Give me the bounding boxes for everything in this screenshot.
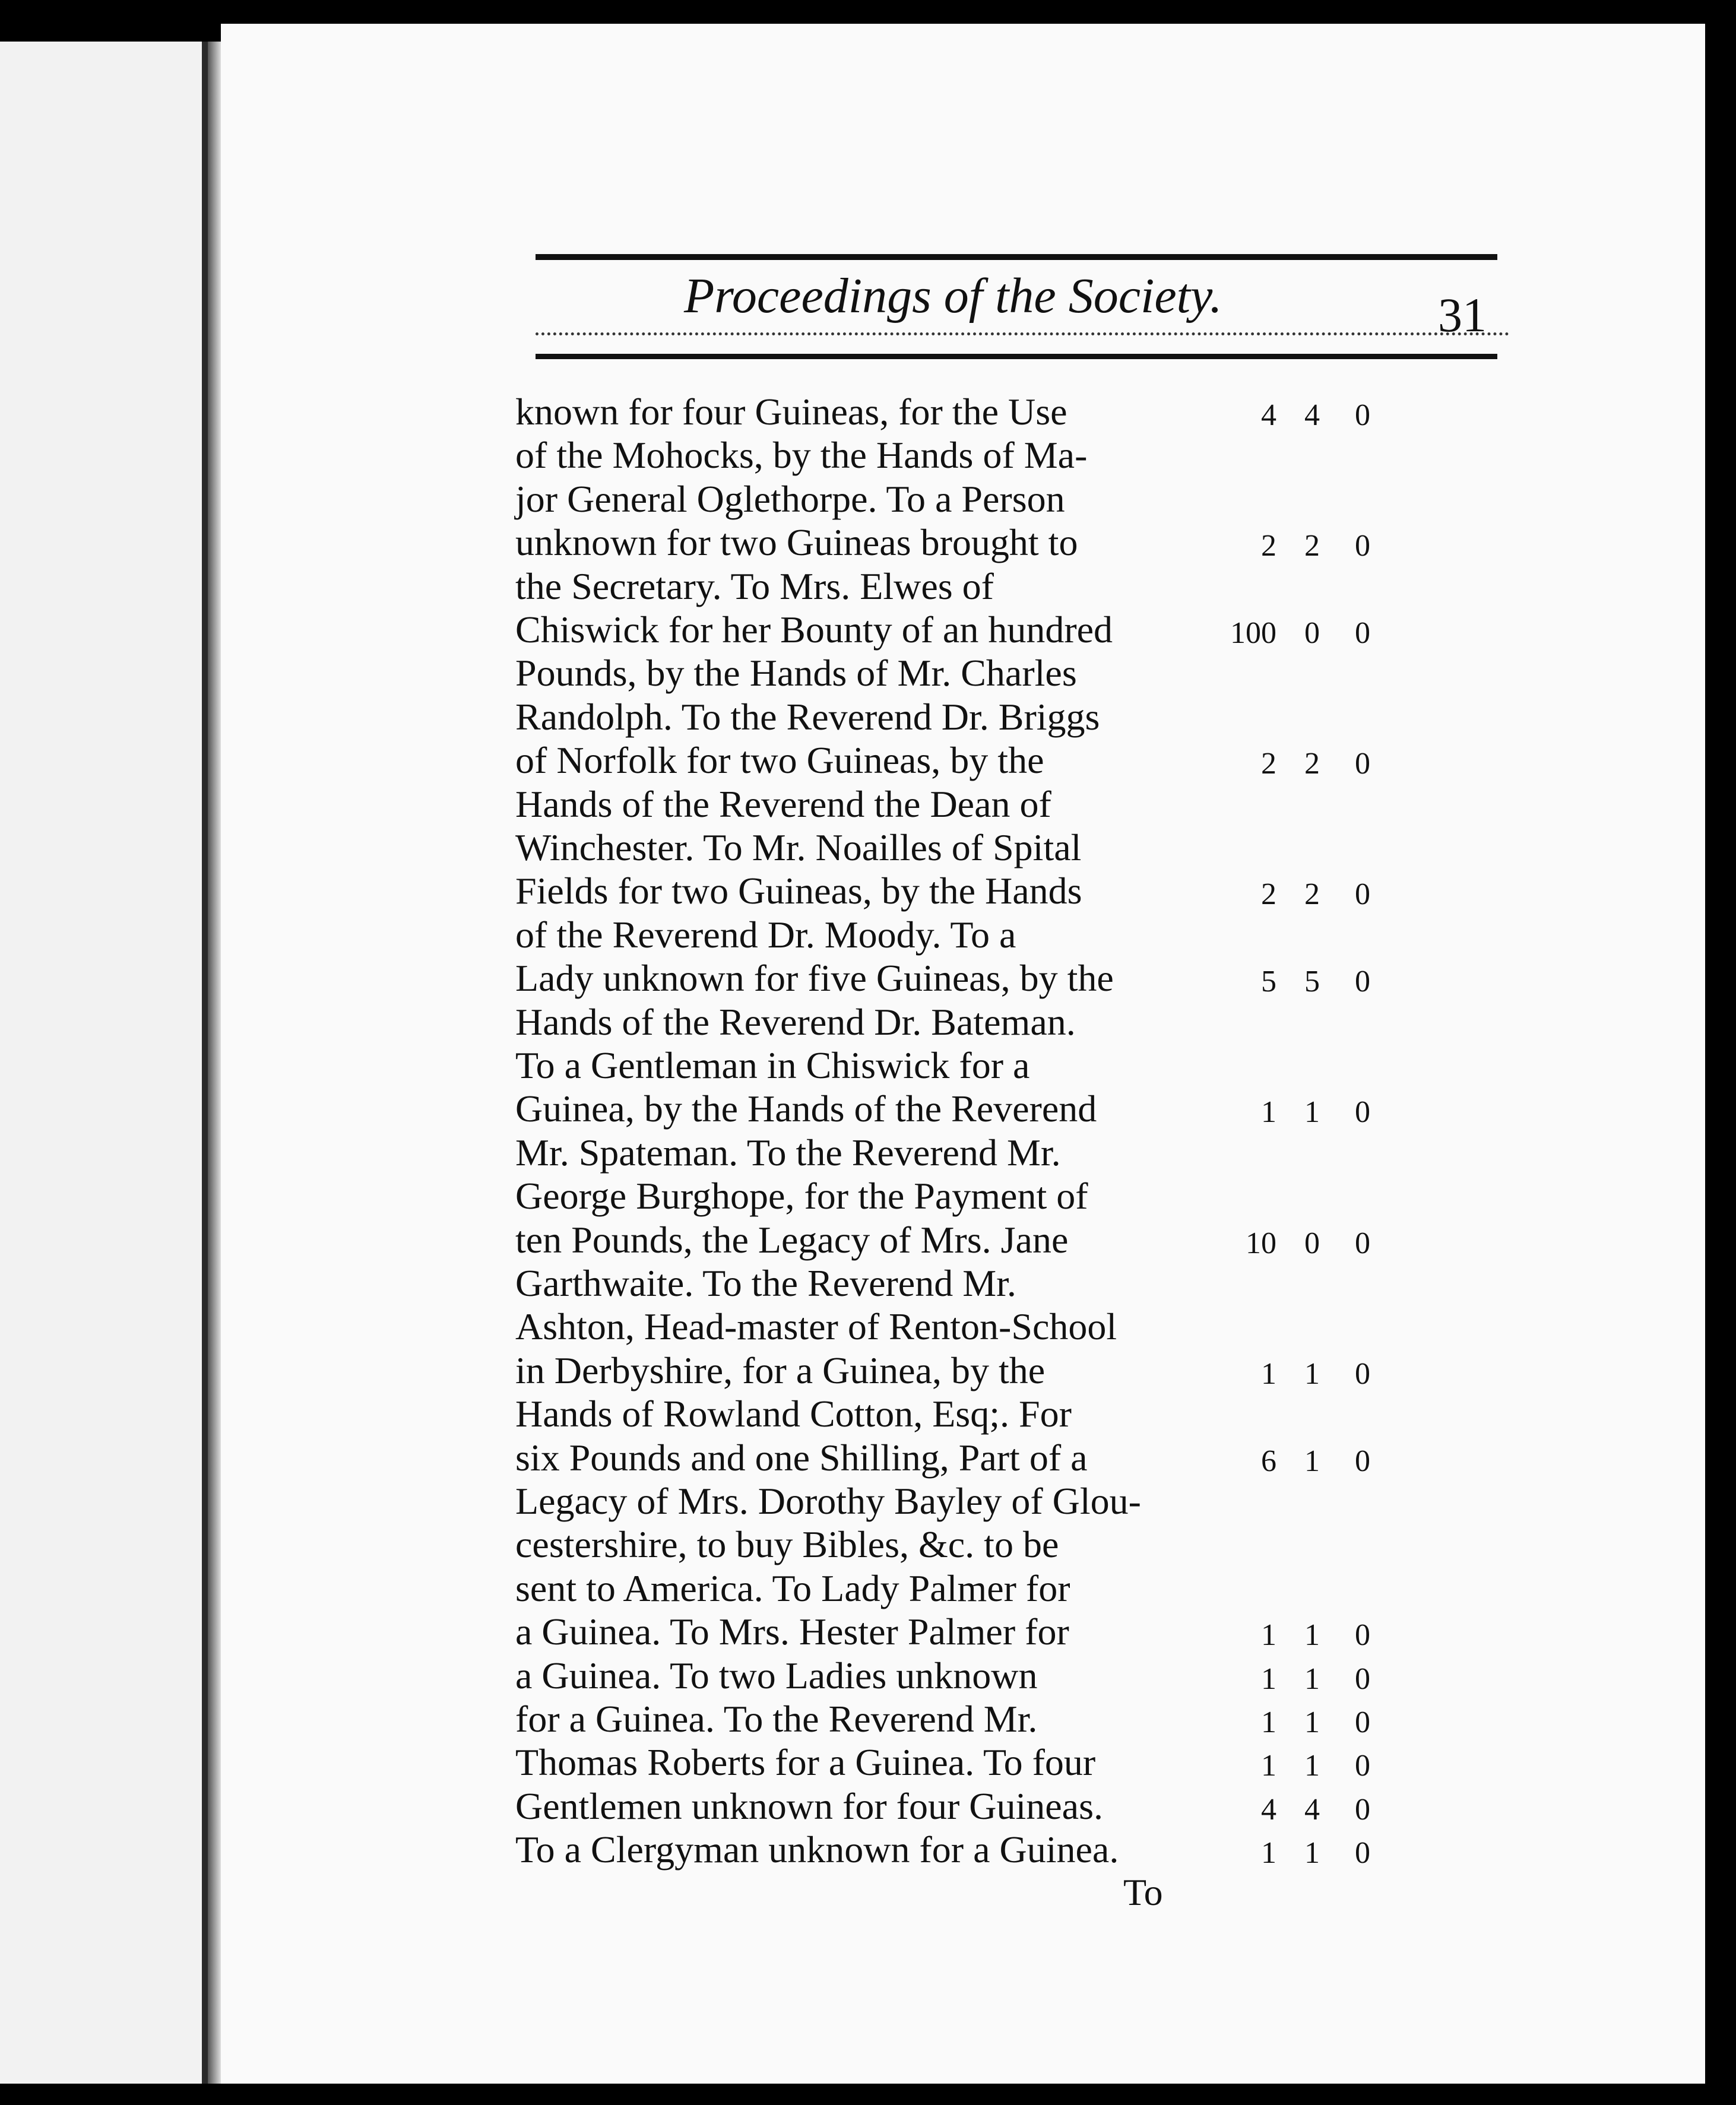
amount-pounds: 1 [1261, 1705, 1276, 1739]
amount-shillings: 1 [1304, 1357, 1320, 1391]
line-text: known for four Guineas, for the Use [515, 391, 1067, 433]
amount-pounds: 4 [1261, 1793, 1276, 1827]
amount-shillings: 0 [1304, 1226, 1320, 1260]
text-line [515, 1044, 1406, 1087]
amount-pence: 0 [1355, 529, 1370, 563]
catchword: To [1123, 1871, 1163, 1913]
amount-pounds: 5 [1261, 965, 1276, 998]
text-line [515, 1305, 1406, 1348]
amount-pounds: 1 [1261, 1662, 1276, 1696]
line-text: Legacy of Mrs. Dorothy Bayley of Glou- [515, 1480, 1141, 1522]
amount-pence: 0 [1355, 616, 1370, 650]
line-text: Garthwaite. To the Reverend Mr. [515, 1262, 1016, 1304]
amount-pounds: 2 [1261, 747, 1276, 781]
amount-pounds: 2 [1261, 529, 1276, 563]
amount-pounds: 1 [1261, 1618, 1276, 1652]
amount-shillings: 4 [1304, 398, 1320, 432]
line-text: Hands of the Reverend Dr. Bateman. [515, 1001, 1076, 1043]
amount-shillings: 5 [1304, 965, 1320, 998]
amount-pounds: 1 [1261, 1095, 1276, 1129]
text-line [515, 1523, 1406, 1566]
text-line [515, 565, 1406, 608]
amount-pence: 0 [1355, 1749, 1370, 1783]
text-line [515, 914, 1406, 956]
amount-pence: 0 [1355, 877, 1370, 911]
text-line [515, 783, 1406, 826]
line-text: of the Reverend Dr. Moody. To a [515, 914, 1016, 956]
line-text: Mr. Spateman. To the Reverend Mr. [515, 1131, 1061, 1174]
header-rule-bottom [536, 354, 1497, 359]
line-text: ten Pounds, the Legacy of Mrs. Jane [515, 1219, 1069, 1261]
text-line [515, 826, 1406, 869]
text-line [515, 1175, 1406, 1218]
line-text: jor General Oglethorpe. To a Person [515, 478, 1065, 520]
line-text: Lady unknown for five Guineas, by the [515, 957, 1114, 999]
amount-shillings: 0 [1304, 616, 1320, 650]
amount-pence: 0 [1355, 1618, 1370, 1652]
line-text: Gentlemen unknown for four Guineas. [515, 1785, 1103, 1827]
amount-pence: 0 [1355, 1444, 1370, 1478]
line-text: Guinea, by the Hands of the Reverend [515, 1088, 1097, 1130]
line-text: cestershire, to buy Bibles, &c. to be [515, 1523, 1059, 1565]
line-text: Winchester. To Mr. Noailles of Spital [515, 826, 1082, 868]
line-text: of Norfolk for two Guineas, by the [515, 739, 1044, 781]
text-line [515, 1262, 1406, 1305]
amount-shillings: 2 [1304, 877, 1320, 911]
page-number: 31 [1438, 288, 1487, 342]
amount-shillings: 1 [1304, 1095, 1320, 1129]
facing-page-edge [0, 42, 208, 2084]
amount-shillings: 1 [1304, 1662, 1320, 1696]
amount-pounds: 10 [1246, 1226, 1276, 1260]
text-line [515, 1393, 1406, 1435]
amount-pence: 0 [1355, 1226, 1370, 1260]
amount-pounds: 1 [1261, 1836, 1276, 1870]
line-text: for a Guinea. To the Reverend Mr. [515, 1698, 1038, 1740]
amount-pence: 0 [1355, 965, 1370, 998]
amount-shillings: 1 [1304, 1444, 1320, 1478]
amount-pence: 0 [1355, 1705, 1370, 1739]
line-text: To a Clergyman unknown for a Guinea. [515, 1828, 1119, 1871]
amount-pounds: 1 [1261, 1357, 1276, 1391]
line-text: of the Mohocks, by the Hands of Ma- [515, 434, 1088, 476]
amount-pounds: 1 [1261, 1749, 1276, 1783]
line-text: six Pounds and one Shilling, Part of a [515, 1437, 1088, 1479]
amount-pence: 0 [1355, 747, 1370, 781]
text-line [515, 1131, 1406, 1174]
line-text: To a Gentleman in Chiswick for a [515, 1044, 1030, 1086]
amount-shillings: 1 [1304, 1705, 1320, 1739]
text-line [515, 1480, 1406, 1523]
line-text: Thomas Roberts for a Guinea. To four [515, 1741, 1096, 1783]
book-gutter [208, 42, 221, 2084]
text-line [515, 434, 1406, 477]
text-line [515, 478, 1406, 521]
line-text: Fields for two Guineas, by the Hands [515, 870, 1082, 912]
amount-shillings: 1 [1304, 1749, 1320, 1783]
text-line [515, 652, 1406, 695]
line-text: a Guinea. To Mrs. Hester Palmer for [515, 1611, 1069, 1653]
amount-pence: 0 [1355, 1095, 1370, 1129]
line-text: George Burghope, for the Payment of [515, 1175, 1088, 1217]
amount-pence: 0 [1355, 1793, 1370, 1827]
line-text: the Secretary. To Mrs. Elwes of [515, 565, 994, 607]
line-text: Pounds, by the Hands of Mr. Charles [515, 652, 1077, 694]
amount-pounds: 6 [1261, 1444, 1276, 1478]
line-text: Chiswick for her Bounty of an hundred [515, 608, 1113, 651]
line-text: sent to America. To Lady Palmer for [515, 1567, 1070, 1609]
line-text: unknown for two Guineas brought to [515, 521, 1078, 563]
amount-pounds: 2 [1261, 877, 1276, 911]
amount-pounds: 100 [1230, 616, 1276, 650]
amount-pence: 0 [1355, 1662, 1370, 1696]
line-text: Randolph. To the Reverend Dr. Briggs [515, 696, 1100, 738]
header-rule-top [536, 254, 1497, 260]
amount-shillings: 1 [1304, 1836, 1320, 1870]
running-title: Proceedings of the Society. [684, 268, 1222, 324]
line-text: in Derbyshire, for a Guinea, by the [515, 1349, 1046, 1391]
text-line [515, 696, 1406, 738]
line-text: Hands of the Reverend the Dean of [515, 783, 1051, 825]
text-line [515, 1001, 1406, 1044]
amount-pence: 0 [1355, 398, 1370, 432]
page [221, 24, 1705, 2084]
amount-shillings: 4 [1304, 1793, 1320, 1827]
amount-pence: 0 [1355, 1836, 1370, 1870]
header-dotted-rule [536, 332, 1509, 335]
amount-pence: 0 [1355, 1357, 1370, 1391]
text-line [515, 1567, 1406, 1610]
line-text: Hands of Rowland Cotton, Esq;. For [515, 1393, 1072, 1435]
amount-shillings: 1 [1304, 1618, 1320, 1652]
amount-shillings: 2 [1304, 529, 1320, 563]
line-text: a Guinea. To two Ladies unknown [515, 1654, 1038, 1697]
line-text: Ashton, Head-master of Renton-School [515, 1305, 1117, 1348]
amount-shillings: 2 [1304, 747, 1320, 781]
amount-pounds: 4 [1261, 398, 1276, 432]
